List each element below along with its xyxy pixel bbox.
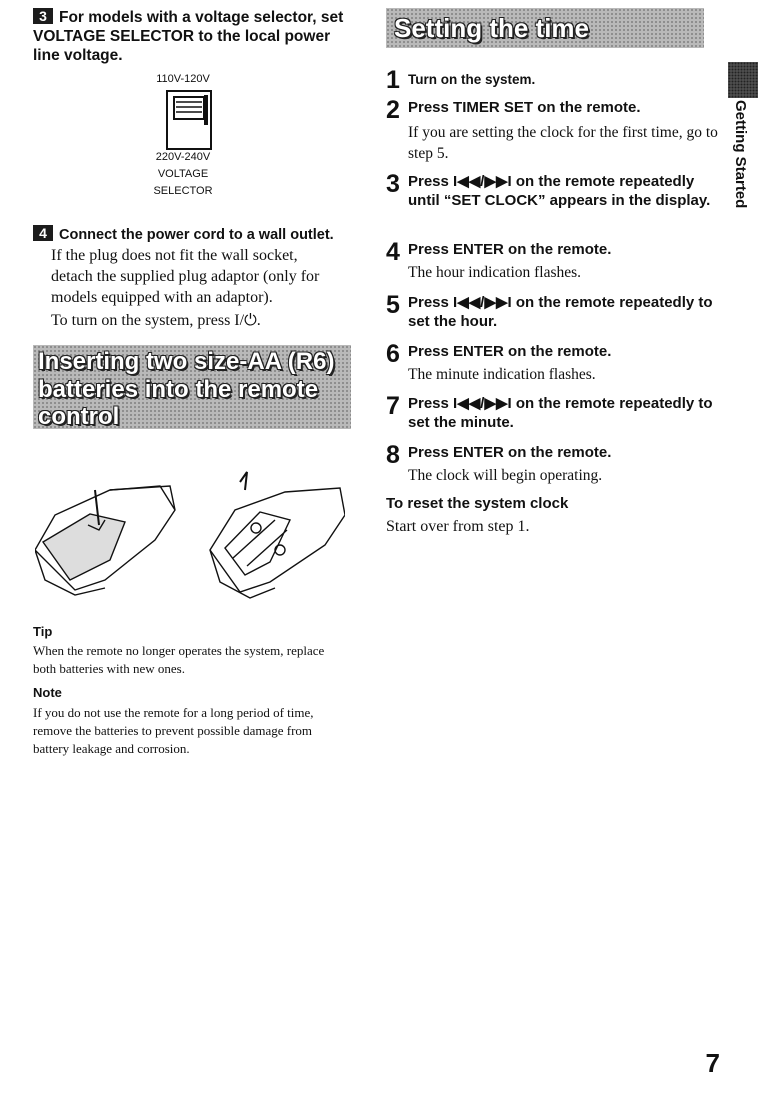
batteries-banner-line2: batteries into the remote [38,376,319,403]
side-tab-marker [728,62,758,98]
step-number: 8 [386,441,400,469]
voltage-heading: 3 For models with a voltage selector, set VOLTAGE SELECTOR to the local power line voltage. [33,8,344,64]
voltage-label-voltage: VOLTAGE [157,168,209,180]
step-heading: Press ENTER on the remote. [408,241,612,258]
step-number: 2 [386,96,400,124]
page-number: 7 [705,1048,720,1078]
setting-time-title: Setting the time [394,13,590,43]
voltage-label-top: 110V-120V [156,73,210,85]
batteries-banner-line3: control [38,403,120,430]
step-number-badge: 4 [33,225,53,241]
step-number: 7 [386,392,400,420]
step-heading: Press I◀◀/▶▶I on the remote repeatedly to set the hour. [408,294,713,330]
step-number: 4 [386,238,400,266]
remote-battery-illustration [35,470,345,605]
step-heading: Press I◀◀/▶▶I on the remote repeatedly until “SET CLOCK” appears in the display. [408,173,711,209]
power-on-instruction: To turn on the system, press I/⏻. [51,312,261,329]
step-number: 3 [386,170,400,198]
step-description: The clock will begin operating. [408,467,603,484]
reset-title: To reset the system clock [386,495,569,512]
step-heading: Press TIMER SET on the remote. [408,99,641,116]
voltage-label-bottom: 220V-240V [155,151,211,163]
tip-body: When the remote no longer operates the system, replace both batteries with new ones. [33,643,325,676]
note-title: Note [33,685,62,700]
step-number: 5 [386,291,400,319]
step-number-badge: 3 [33,8,53,24]
power-heading: 4 Connect the power cord to a wall outlet. [33,225,353,244]
step-description: The minute indication flashes. [408,366,596,383]
batteries-banner [33,345,351,429]
voltage-selector-switch [165,89,213,151]
step-description: The hour indication flashes. [408,264,582,281]
reset-body: Start over from step 1. [386,518,530,535]
step-heading: Press ENTER on the remote. [408,444,612,461]
power-body: If the plug does not fit the wall socket, detach the supplied plug adaptor (only for models equipped with an adaptor). [51,247,320,306]
note-body: If you do not use the remote for a long period of time, remove the batteries to prevent possible damage from battery leakage and corrosion. [33,705,314,756]
voltage-label-selector: SELECTOR [153,185,213,197]
step-heading: Press ENTER on the remote. [408,343,612,360]
tip-title: Tip [33,624,53,639]
step-description: If you are setting the clock for the first time, go to step 5. [408,124,718,162]
step-heading: Press I◀◀/▶▶I on the remote repeatedly to set the minute. [408,395,713,431]
step-heading: Turn on the system. [408,72,536,87]
batteries-banner-line1: Inserting two size-AA (R6) [38,348,335,375]
step-number: 6 [386,340,400,368]
setting-time-banner [386,8,704,48]
side-tab-label: Getting Started [732,100,749,209]
step-number: 1 [386,66,400,94]
